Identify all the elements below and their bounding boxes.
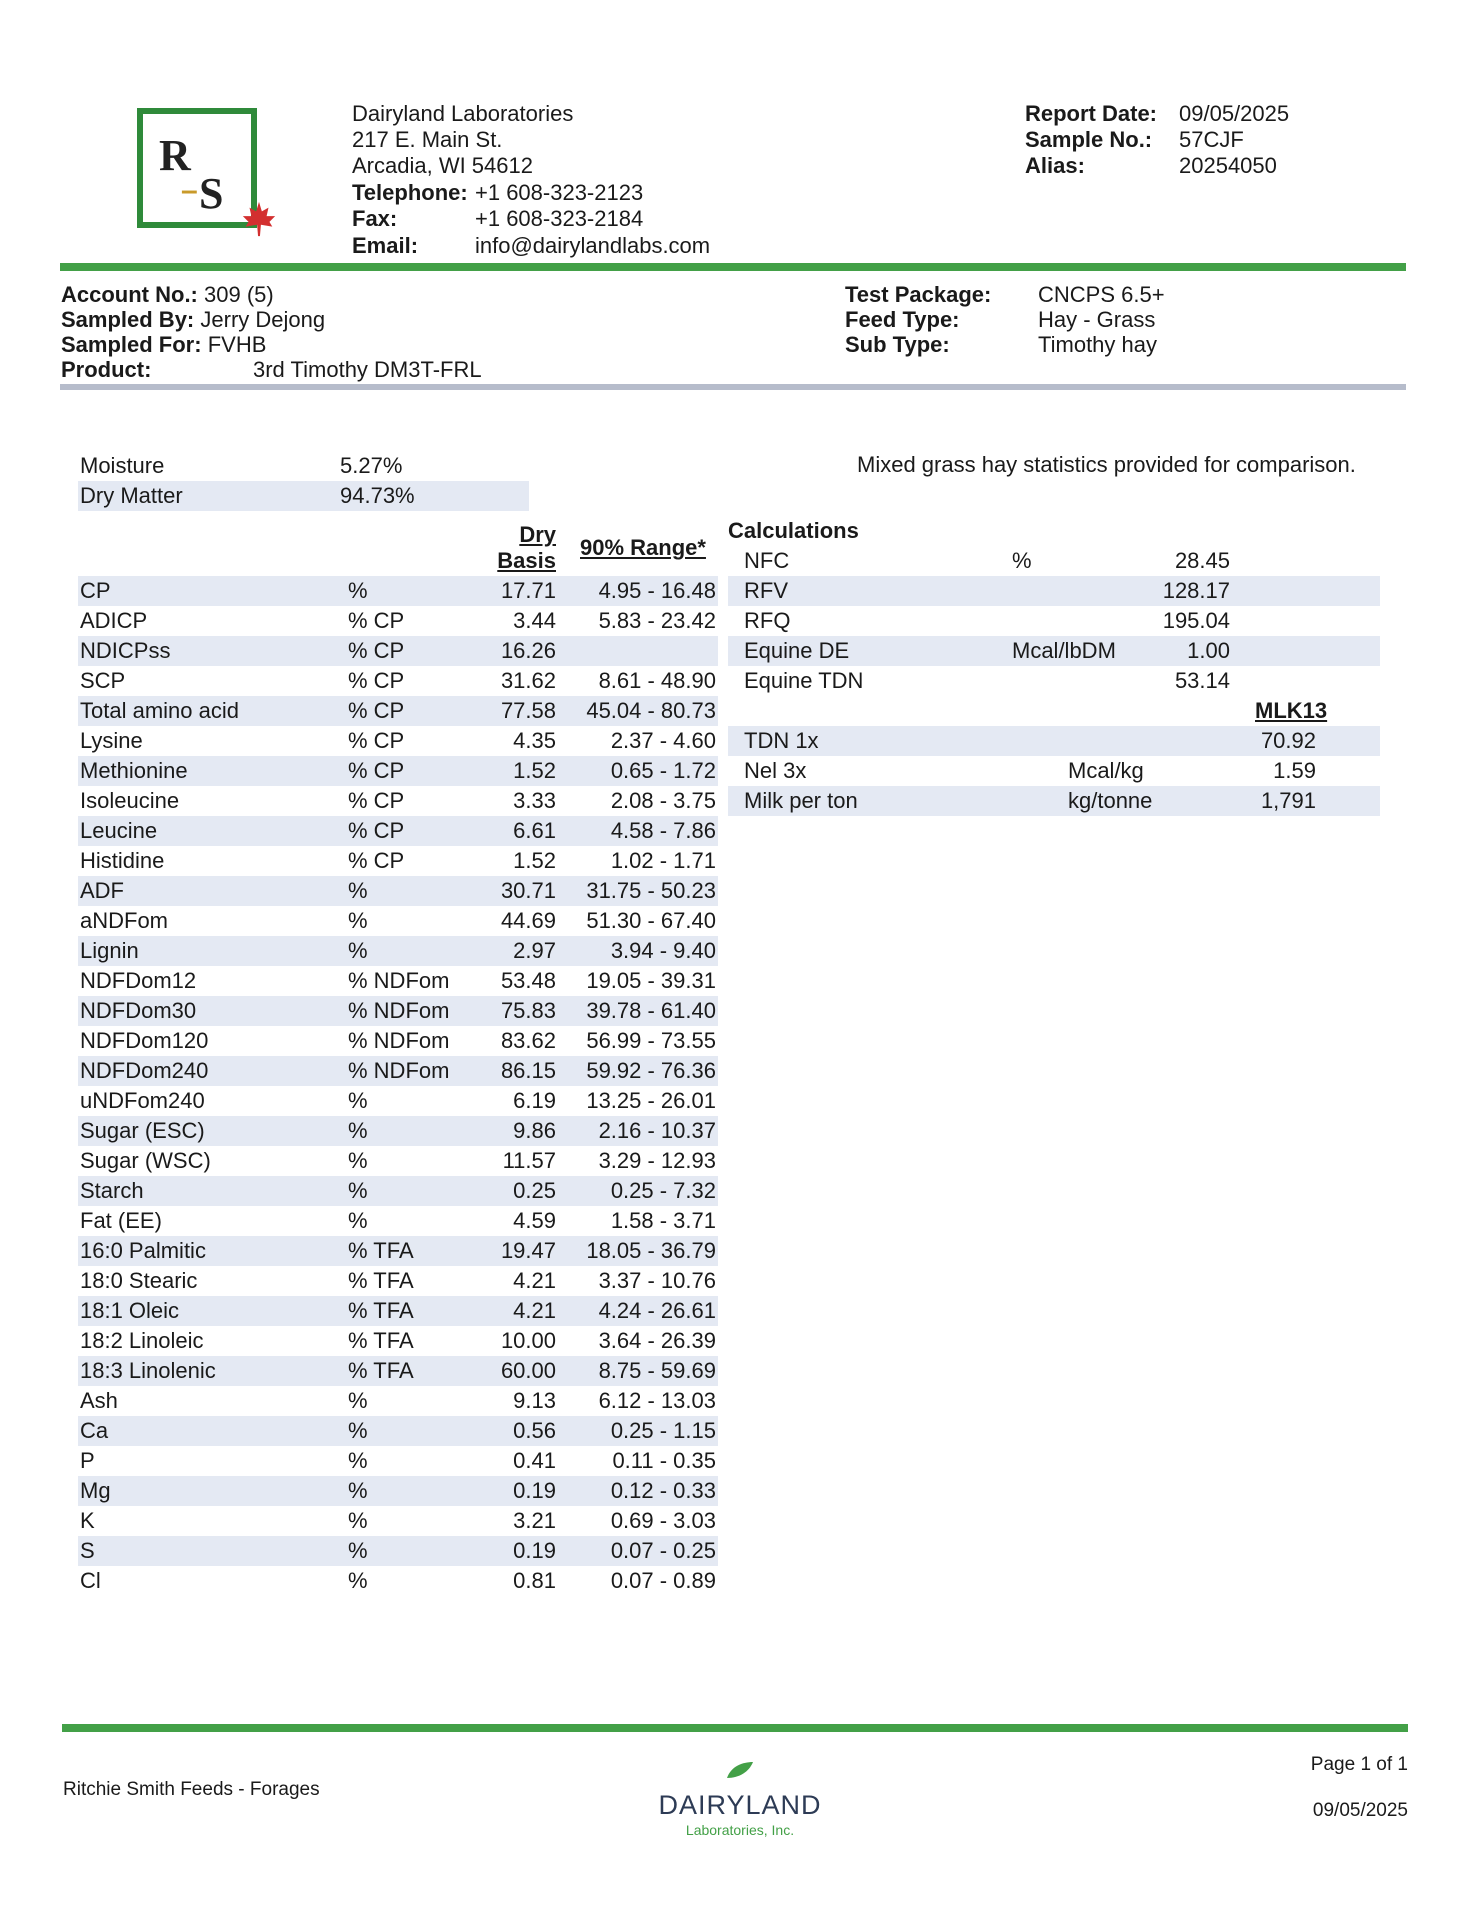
nutrient-value: 3.21 <box>513 1508 556 1533</box>
nutrient-value: 16.26 <box>500 638 556 663</box>
dry-matter-value: 94.73% <box>340 483 415 508</box>
dry-matter-row <box>78 481 529 511</box>
nutrient-row <box>78 1476 718 1506</box>
nutrient-row <box>78 666 718 696</box>
calc-value: 195.04 <box>1162 608 1230 633</box>
nutrient-range: 0.69 - 3.03 <box>610 1508 716 1533</box>
telephone-value: +1 608-323-2123 <box>475 180 644 205</box>
nutrient-range: 3.64 - 26.39 <box>598 1328 716 1353</box>
nutrient-value: 30.71 <box>500 878 556 903</box>
page-number: Page 1 of 1 <box>1310 1754 1408 1775</box>
nutrient-name: Total amino acid <box>80 698 239 723</box>
nutrient-row <box>78 576 718 606</box>
nutrient-name: Sugar (WSC) <box>80 1148 211 1173</box>
account-rule <box>60 384 1406 390</box>
nutrient-value: 4.21 <box>513 1298 556 1323</box>
nutrient-unit: % <box>348 938 368 963</box>
logo-letter-s: S <box>199 169 224 218</box>
calc-row <box>728 576 1380 606</box>
nutrient-unit: % NDFom <box>348 968 450 993</box>
nutrient-value: 83.62 <box>500 1028 556 1053</box>
nutrient-name: ADF <box>80 878 124 903</box>
sub-type-value: Timothy hay <box>1038 332 1158 357</box>
nutrient-unit: % CP <box>348 668 405 693</box>
nutrient-range: 3.37 - 10.76 <box>598 1268 716 1293</box>
nutrient-range: 56.99 - 73.55 <box>586 1028 716 1053</box>
sampled-by-value: Jerry Dejong <box>200 307 326 332</box>
nutrient-name: Methionine <box>80 758 188 783</box>
nutrient-unit: % CP <box>348 848 405 873</box>
report-date-label: Report Date: <box>1025 101 1158 126</box>
nutrient-range: 31.75 - 50.23 <box>586 878 716 903</box>
footer-left: Ritchie Smith Feeds - Forages <box>63 1779 320 1800</box>
nutrient-unit: % <box>348 1208 368 1233</box>
footer-date: 09/05/2025 <box>1312 1800 1408 1821</box>
nutrient-unit: % CP <box>348 608 405 633</box>
test-package-label: Test Package: <box>845 282 992 307</box>
calc-value: 70.92 <box>1260 728 1316 753</box>
sub-type-label: Sub Type: <box>845 332 950 357</box>
nutrient-range: 8.61 - 48.90 <box>598 668 716 693</box>
col-header-basis: Basis <box>497 548 556 573</box>
nutrient-row <box>78 1146 718 1176</box>
lab-name: Dairyland Laboratories <box>352 101 574 126</box>
nutrient-range: 18.05 - 36.79 <box>586 1238 716 1263</box>
col-header-range: 90% Range* <box>580 535 706 560</box>
product-label: Product: <box>61 357 152 382</box>
nutrient-row <box>78 1536 718 1566</box>
calc-name: TDN 1x <box>744 728 819 753</box>
nutrient-row <box>78 1326 718 1356</box>
product-value: 3rd Timothy DM3T-FRL <box>253 357 482 382</box>
account-value: 309 (5) <box>204 282 274 307</box>
footer-brand-sub: Laboratories, Inc. <box>685 1822 795 1838</box>
nutrient-value: 10.00 <box>500 1328 556 1353</box>
sample-no-value: 57CJF <box>1179 127 1244 152</box>
nutrient-row <box>78 1266 718 1296</box>
feed-type-value: Hay - Grass <box>1038 307 1156 332</box>
nutrient-row <box>78 1056 718 1086</box>
nutrient-unit: % <box>348 908 368 933</box>
nutrient-unit: % <box>348 578 368 603</box>
nutrient-row <box>78 1566 718 1596</box>
footer-rule <box>62 1724 1408 1732</box>
nutrient-name: NDFDom240 <box>80 1058 209 1083</box>
nutrient-name: SCP <box>80 668 126 693</box>
nutrient-unit: % CP <box>348 638 405 663</box>
nutrient-row <box>78 1386 718 1416</box>
nutrient-value: 3.33 <box>513 788 556 813</box>
nutrient-unit: % <box>348 1388 368 1413</box>
calc-value: 1.59 <box>1273 758 1316 783</box>
dry-matter-label: Dry Matter <box>80 483 183 508</box>
moisture-value: 5.27% <box>340 453 403 478</box>
nutrient-range: 0.07 - 0.25 <box>610 1538 716 1563</box>
nutrient-unit: % TFA <box>348 1298 414 1323</box>
nutrient-value: 1.52 <box>513 758 556 783</box>
nutrient-value: 6.19 <box>513 1088 556 1113</box>
nutrient-unit: % CP <box>348 758 405 783</box>
dairyland-leaf-icon <box>725 1760 755 1780</box>
nutrient-name: NDFDom12 <box>80 968 197 993</box>
nutrient-value: 4.35 <box>513 728 556 753</box>
nutrient-value: 75.83 <box>500 998 556 1023</box>
test-package-value: CNCPS 6.5+ <box>1038 282 1165 307</box>
nutrient-range: 2.16 - 10.37 <box>598 1118 716 1143</box>
nutrient-unit: % <box>348 878 368 903</box>
nutrient-row <box>78 786 718 816</box>
nutrient-row <box>78 816 718 846</box>
nutrient-unit: % CP <box>348 818 405 843</box>
nutrient-name: Ash <box>80 1388 118 1413</box>
nutrient-range: 0.12 - 0.33 <box>610 1478 716 1503</box>
report-date-value: 09/05/2025 <box>1179 101 1290 126</box>
logo-letter-r: R <box>159 131 191 180</box>
calc-name: RFV <box>744 578 788 603</box>
calc-row <box>728 666 1380 696</box>
nutrient-value: 0.25 <box>513 1178 556 1203</box>
nutrient-name: aNDFom <box>80 908 169 933</box>
nutrient-row <box>78 846 718 876</box>
nutrient-range: 59.92 - 76.36 <box>586 1058 716 1083</box>
header-rule <box>60 263 1406 271</box>
nutrient-value: 44.69 <box>500 908 556 933</box>
nutrient-name: Sugar (ESC) <box>80 1118 205 1143</box>
calc-value: 53.14 <box>1174 668 1230 693</box>
nutrient-name: Cl <box>80 1568 101 1593</box>
nutrient-name: Leucine <box>80 818 158 843</box>
nutrient-unit: % NDFom <box>348 1028 450 1053</box>
nutrient-row <box>78 1356 718 1386</box>
calc-row <box>728 636 1380 666</box>
nutrient-name: NDICPss <box>80 638 171 663</box>
nutrient-row <box>78 1116 718 1146</box>
nutrient-row <box>78 1176 718 1206</box>
nutrient-value: 3.44 <box>513 608 556 633</box>
calc-unit: Mcal/lbDM <box>1012 638 1116 663</box>
alias-value: 20254050 <box>1179 153 1277 178</box>
mlk-row <box>728 756 1380 786</box>
nutrient-name: Ca <box>80 1418 109 1443</box>
nutrient-range: 5.83 - 23.42 <box>598 608 716 633</box>
feed-type-label: Feed Type: <box>845 307 960 332</box>
nutrient-unit: % CP <box>348 698 405 723</box>
nutrient-name: S <box>80 1538 95 1563</box>
nutrient-unit: % TFA <box>348 1358 414 1383</box>
nutrient-row <box>78 1206 718 1236</box>
nutrient-value: 17.71 <box>500 578 556 603</box>
calc-row <box>728 606 1380 636</box>
nutrient-row <box>78 636 718 666</box>
nutrient-range: 0.11 - 0.35 <box>612 1448 716 1473</box>
nutrient-range: 51.30 - 67.40 <box>586 908 716 933</box>
calc-row <box>728 546 1380 576</box>
nutrient-value: 86.15 <box>500 1058 556 1083</box>
comparison-note: Mixed grass hay statistics provided for comparison. <box>857 452 1356 477</box>
nutrient-value: 19.47 <box>500 1238 556 1263</box>
nutrient-name: ADICP <box>80 608 148 633</box>
lab-logo <box>137 108 257 228</box>
nutrient-range: 1.58 - 3.71 <box>610 1208 716 1233</box>
telephone-label: Telephone: <box>352 180 468 205</box>
nutrient-unit: % TFA <box>348 1268 414 1293</box>
sample-no-label: Sample No.: <box>1025 127 1153 152</box>
nutrient-unit: % <box>348 1478 368 1503</box>
sampled-by-label: Sampled By: <box>61 307 195 332</box>
nutrient-range: 0.25 - 1.15 <box>610 1418 716 1443</box>
nutrient-row <box>78 1506 718 1536</box>
nutrient-row <box>78 996 718 1026</box>
nutrient-value: 0.19 <box>513 1538 556 1563</box>
nutrient-unit: % <box>348 1178 368 1203</box>
calc-value: 1,791 <box>1260 788 1316 813</box>
nutrient-range: 3.29 - 12.93 <box>598 1148 716 1173</box>
nutrient-range: 4.58 - 7.86 <box>610 818 716 843</box>
nutrient-name: Starch <box>80 1178 144 1203</box>
nutrient-unit: % <box>348 1418 368 1443</box>
nutrient-name: 18:0 Stearic <box>80 1268 198 1293</box>
nutrient-name: Histidine <box>80 848 165 873</box>
nutrient-name: 18:2 Linoleic <box>80 1328 204 1353</box>
nutrient-range: 39.78 - 61.40 <box>586 998 716 1023</box>
nutrient-range: 45.04 - 80.73 <box>586 698 716 723</box>
moisture-label: Moisture <box>80 453 165 478</box>
footer-brand: DAIRYLAND <box>658 1790 822 1820</box>
nutrient-value: 0.19 <box>513 1478 556 1503</box>
nutrient-row <box>78 1236 718 1266</box>
nutrient-unit: % CP <box>348 728 405 753</box>
nutrient-value: 6.61 <box>513 818 556 843</box>
lab-street: 217 E. Main St. <box>352 127 503 152</box>
nutrient-value: 2.97 <box>513 938 556 963</box>
nutrient-unit: % NDFom <box>348 1058 450 1083</box>
account-label: Account No.: <box>61 282 198 307</box>
nutrient-range: 0.65 - 1.72 <box>610 758 716 783</box>
nutrient-row <box>78 1416 718 1446</box>
nutrient-row <box>78 1446 718 1476</box>
calc-name: Milk per ton <box>744 788 858 813</box>
sampled-for-value: FVHB <box>207 332 267 357</box>
nutrient-row <box>78 1296 718 1326</box>
nutrient-value: 4.21 <box>513 1268 556 1293</box>
nutrient-unit: % TFA <box>348 1238 414 1263</box>
nutrient-row <box>78 1026 718 1056</box>
nutrient-range: 6.12 - 13.03 <box>598 1388 716 1413</box>
nutrient-range: 0.25 - 7.32 <box>610 1178 716 1203</box>
nutrient-range: 13.25 - 26.01 <box>586 1088 716 1113</box>
nutrient-name: NDFDom30 <box>80 998 197 1023</box>
maple-leaf-icon <box>240 200 278 238</box>
nutrient-unit: % <box>348 1568 368 1593</box>
nutrient-row <box>78 696 718 726</box>
nutrient-value: 0.56 <box>513 1418 556 1443</box>
nutrient-value: 1.52 <box>513 848 556 873</box>
nutrient-name: K <box>80 1508 95 1533</box>
fax-label: Fax: <box>352 206 398 231</box>
nutrient-unit: % <box>348 1088 368 1113</box>
calc-unit: % <box>1012 548 1032 573</box>
logo-dash: – <box>181 174 198 207</box>
nutrient-unit: % <box>348 1148 368 1173</box>
nutrient-value: 77.58 <box>500 698 556 723</box>
nutrient-range: 19.05 - 39.31 <box>586 968 716 993</box>
calc-name: Equine TDN <box>744 668 864 693</box>
nutrient-unit: % NDFom <box>348 998 450 1023</box>
nutrient-name: Mg <box>80 1478 111 1503</box>
calc-name: Nel 3x <box>744 758 807 783</box>
calc-value: 28.45 <box>1174 548 1230 573</box>
nutrient-row <box>78 966 718 996</box>
alias-label: Alias: <box>1025 153 1085 178</box>
moisture-row <box>78 451 529 481</box>
sampled-by-line <box>61 307 325 333</box>
nutrient-name: CP <box>80 578 111 603</box>
nutrient-value: 4.59 <box>513 1208 556 1233</box>
nutrient-name: P <box>80 1448 95 1473</box>
calc-name: NFC <box>744 548 790 573</box>
calc-value: 1.00 <box>1187 638 1230 663</box>
nutrient-range: 0.07 - 0.89 <box>610 1568 716 1593</box>
nutrient-name: uNDFom240 <box>80 1088 205 1113</box>
email-value: info@dairylandlabs.com <box>475 233 711 258</box>
nutrient-value: 9.86 <box>513 1118 556 1143</box>
sampled-for-line <box>61 332 266 358</box>
calc-value: 128.17 <box>1162 578 1230 603</box>
nutrient-range: 2.37 - 4.60 <box>610 728 716 753</box>
mlk-header: MLK13 <box>1255 698 1328 723</box>
nutrient-range: 1.02 - 1.71 <box>610 848 716 873</box>
nutrient-value: 0.41 <box>513 1448 556 1473</box>
account-line <box>61 282 274 308</box>
nutrient-value: 31.62 <box>500 668 556 693</box>
nutrient-unit: % <box>348 1508 368 1533</box>
nutrient-row <box>78 936 718 966</box>
calc-name: RFQ <box>744 608 791 633</box>
nutrient-name: 18:1 Oleic <box>80 1298 180 1323</box>
nutrient-range: 4.24 - 26.61 <box>598 1298 716 1323</box>
nutrient-value: 11.57 <box>502 1148 556 1173</box>
nutrient-name: Fat (EE) <box>80 1208 162 1233</box>
nutrient-value: 0.81 <box>513 1568 556 1593</box>
nutrient-row <box>78 1086 718 1116</box>
nutrient-row <box>78 756 718 786</box>
lab-city: Arcadia, WI 54612 <box>352 153 533 178</box>
nutrient-value: 9.13 <box>513 1388 556 1413</box>
nutrient-unit: % TFA <box>348 1328 414 1353</box>
nutrient-name: Isoleucine <box>80 788 180 813</box>
nutrient-name: 18:3 Linolenic <box>80 1358 216 1383</box>
nutrient-name: Lysine <box>80 728 143 753</box>
nutrient-name: NDFDom120 <box>80 1028 209 1053</box>
calc-unit: Mcal/kg <box>1068 758 1144 783</box>
col-header-dry: Dry <box>519 522 556 547</box>
nutrient-row <box>78 906 718 936</box>
nutrient-range: 4.95 - 16.48 <box>598 578 716 603</box>
fax-value: +1 608-323-2184 <box>475 206 644 231</box>
nutrient-unit: % <box>348 1118 368 1143</box>
mlk-row <box>728 726 1380 756</box>
sampled-for-label: Sampled For: <box>61 332 202 357</box>
nutrient-row <box>78 606 718 636</box>
nutrient-unit: % CP <box>348 788 405 813</box>
calculations-title: Calculations <box>728 518 859 543</box>
nutrient-value: 60.00 <box>500 1358 556 1383</box>
nutrient-unit: % <box>348 1448 368 1473</box>
email-label: Email: <box>352 233 419 258</box>
nutrient-range: 2.08 - 3.75 <box>610 788 716 813</box>
nutrient-row <box>78 726 718 756</box>
mlk-row <box>728 786 1380 816</box>
nutrient-name: 16:0 Palmitic <box>80 1238 206 1263</box>
calc-unit: kg/tonne <box>1068 788 1153 813</box>
nutrient-range: 3.94 - 9.40 <box>610 938 716 963</box>
nutrient-name: Lignin <box>80 938 139 963</box>
nutrient-value: 53.48 <box>500 968 556 993</box>
nutrient-range: 8.75 - 59.69 <box>598 1358 716 1383</box>
nutrient-row <box>78 876 718 906</box>
nutrient-unit: % <box>348 1538 368 1563</box>
calc-name: Equine DE <box>744 638 850 663</box>
